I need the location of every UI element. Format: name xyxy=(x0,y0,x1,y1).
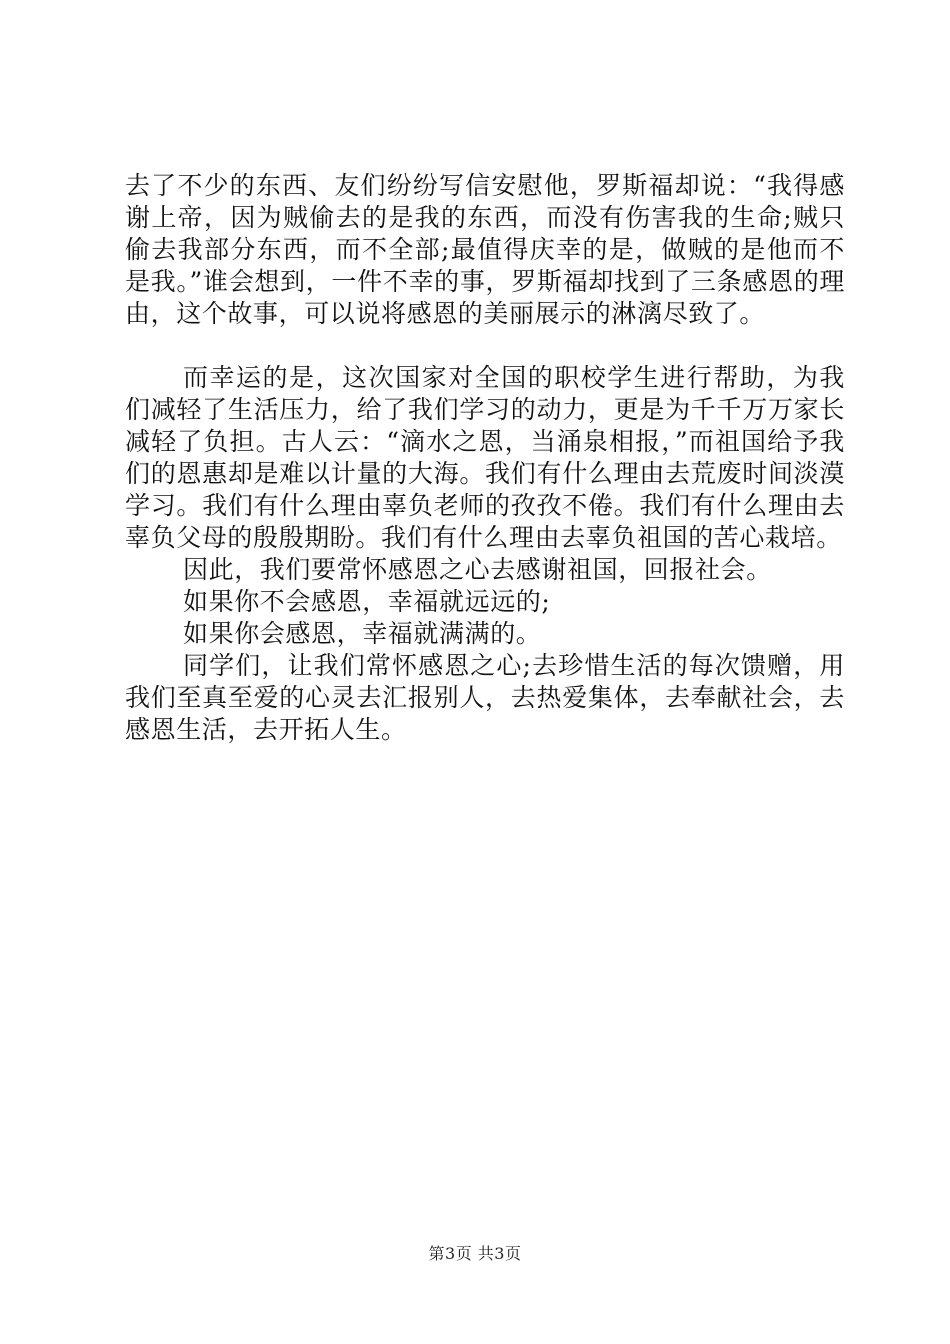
paragraph-if-grateful: 如果你会感恩，幸福就满满的。 xyxy=(183,619,542,648)
page-number-footer: 第3页 共3页 xyxy=(428,1244,522,1263)
paragraph-therefore: 因此，我们要常怀感恩之心去感谢祖国，回报社会。 xyxy=(183,555,772,584)
paragraph-if-not-grateful: 如果你不会感恩，幸福就远远的; xyxy=(183,587,551,616)
paragraph-spacer xyxy=(125,330,845,362)
document-body xyxy=(125,170,845,746)
paragraph-closing: 同学们，让我们常怀感恩之心;去珍惜生活的每次馈赠，用我们至真至爱的心灵去汇报别人，去热爱集体，去奉献社会，去感恩生活，去开拓人生。 xyxy=(125,651,845,744)
paragraph-national-help: 而幸运的是，这次国家对全国的职校学生进行帮助，为我们减轻了生活压力，给了我们学习的动力，更是为千千万万家长减轻了负担。古人云：“滴水之恩，当涌泉相报，”而祖国给予我们的恩惠却是难以计量的大海。我们有什么理由去荒废时间淡漠学习。我们有什么理由辜负老师的孜孜不倦。我们有什么理由去辜负父母的殷殷期盼。我们有什么理由去辜负祖国的苦心栽培。 xyxy=(125,363,845,552)
paragraph-roosevelt-story: 去了不少的东西、友们纷纷写信安慰他，罗斯福却说：“我得感谢上帝，因为贼偷去的是我的东西，而没有伤害我的生命;贼只偷去我部分东西，而不全部;最值得庆幸的是，做贼的是他而不是我。”谁会想到，一件不幸的事，罗斯福却找到了三条感恩的理由，这个故事，可以说将感恩的美丽展示的淋漓尽致了。 xyxy=(125,171,845,328)
